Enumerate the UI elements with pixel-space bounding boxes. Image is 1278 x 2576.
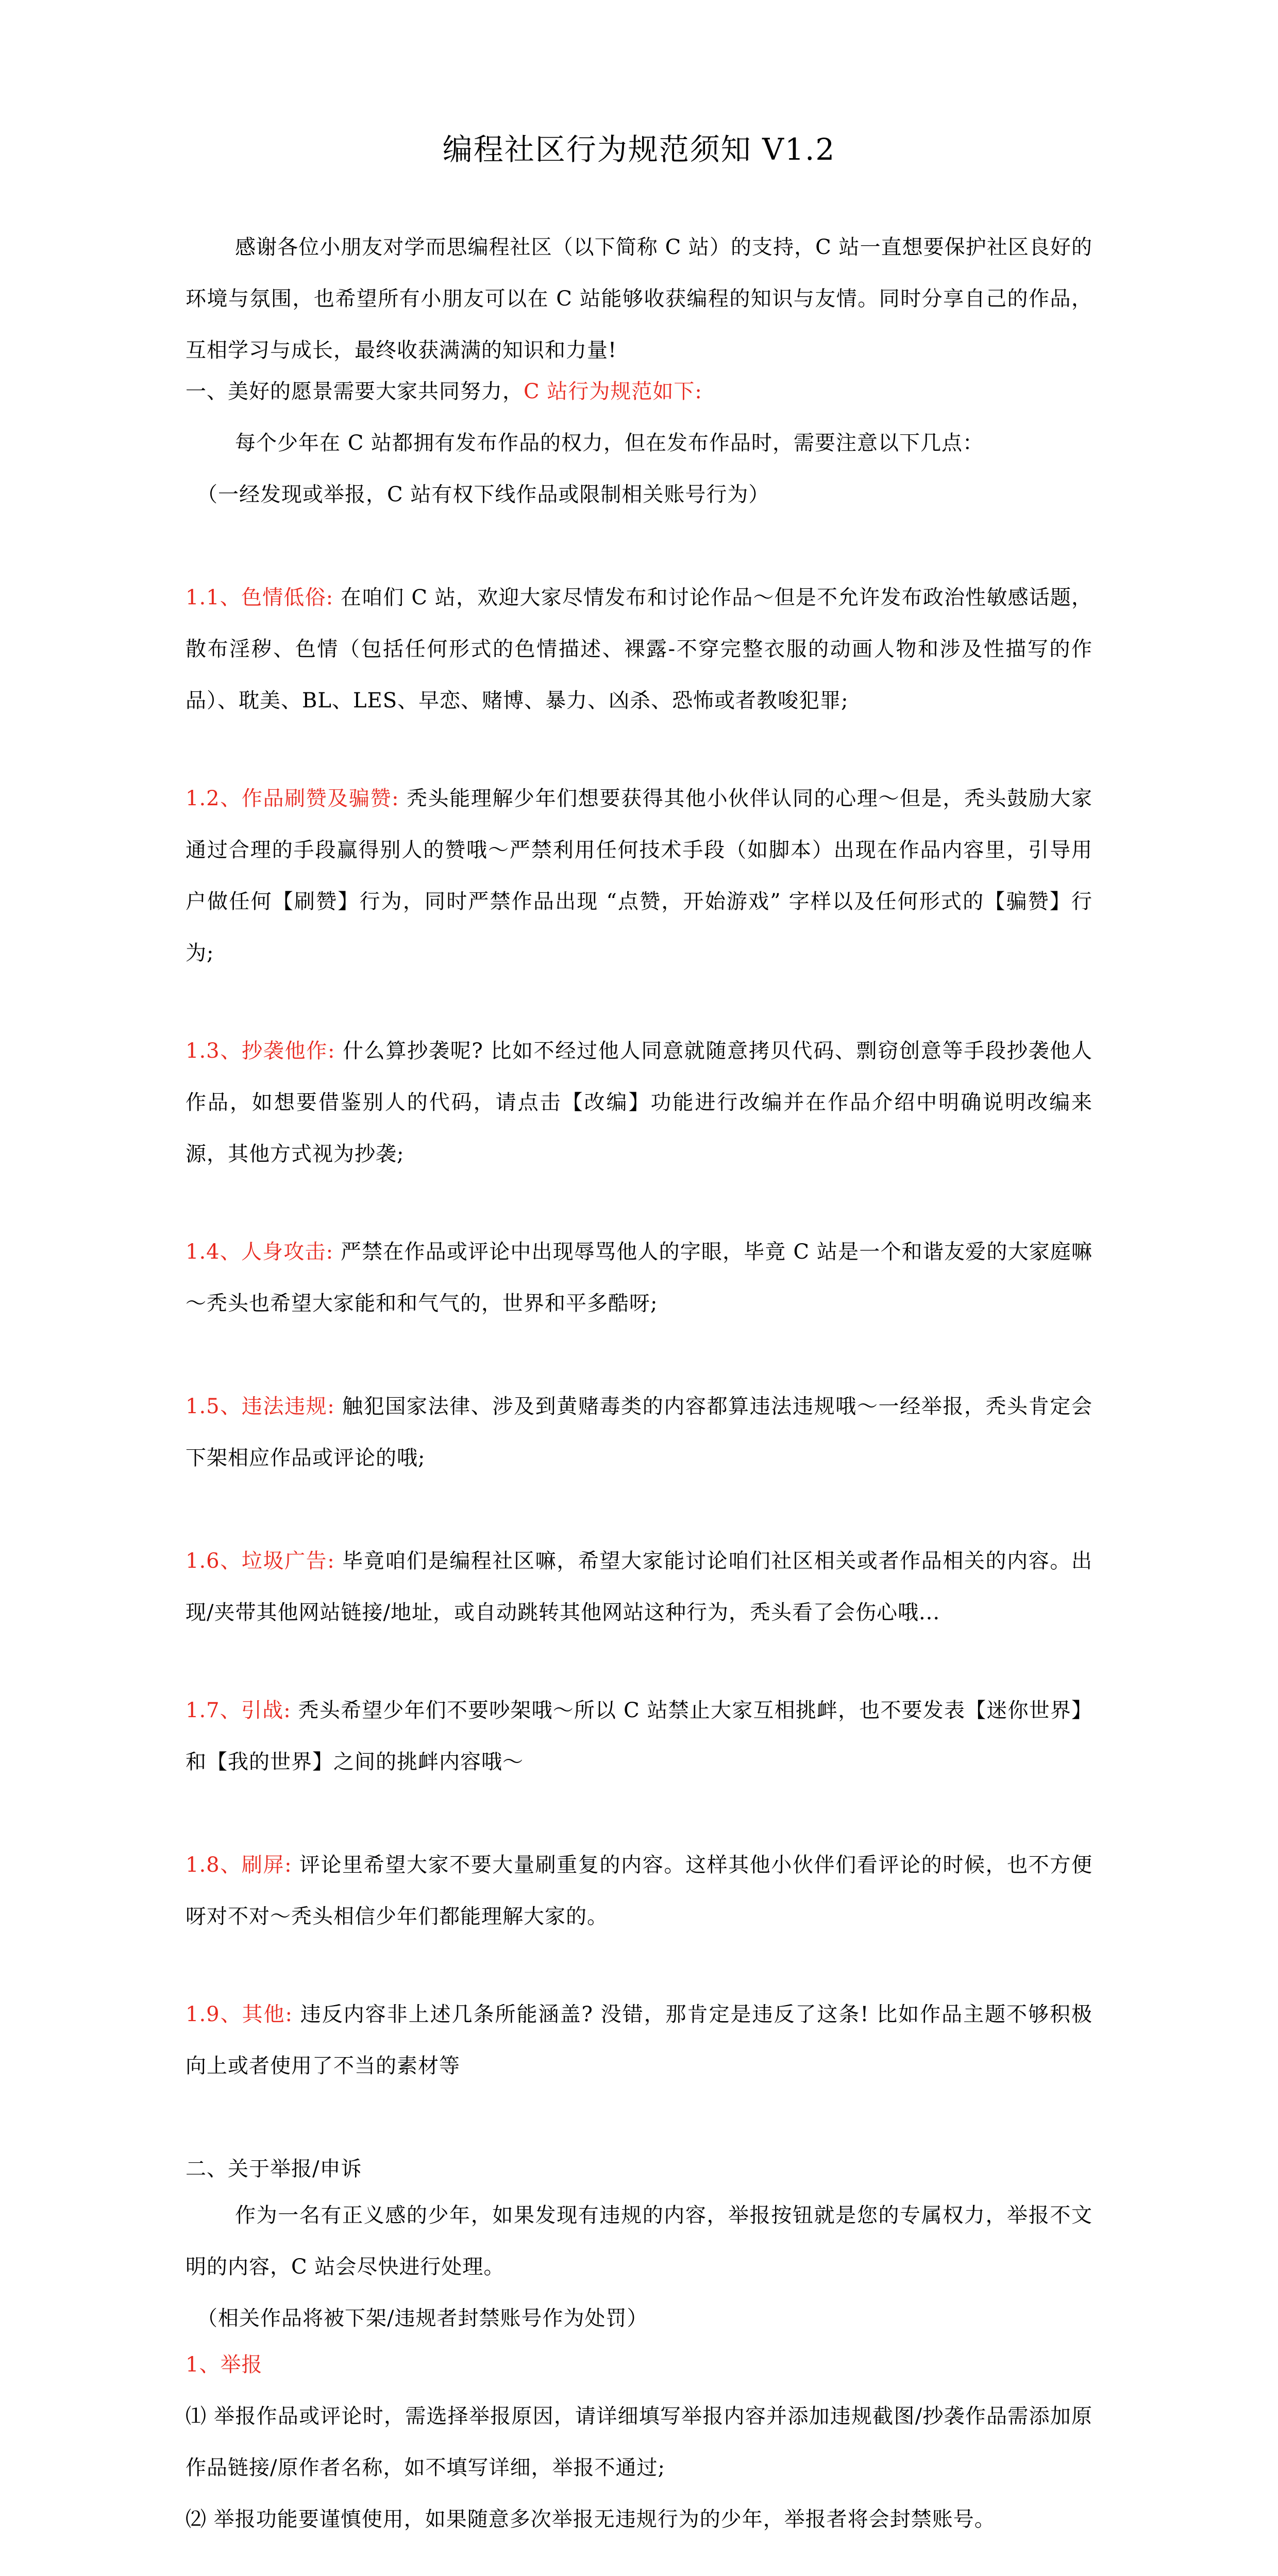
section1-heading-red: C 站行为规范如下: [524, 380, 702, 403]
rule-text: 严禁在作品或评论中出现辱骂他人的字眼，毕竟 C 站是一个和谐友爱的大家庭嘛～秃头也希望大家能和和气气的，世界和平多酷呀; [186, 1240, 1093, 1315]
rule-text: 毕竟咱们是编程社区嘛，希望大家能讨论咱们社区相关或者作品相关的内容。出现/夹带其他网站链接/地址，或自动跳转其他网站这种行为，秃头看了会伤心哦... [186, 1549, 1093, 1624]
report-heading: 1、举报 [186, 2353, 263, 2377]
section1-heading [186, 366, 1092, 417]
rule-label: 1.1、色情低俗: [186, 586, 334, 609]
rule-label: 1.8、刷屏: [186, 1853, 292, 1877]
rule-label: 1.2、作品刷赞及骗赞: [186, 787, 399, 810]
rule-item [186, 773, 1092, 979]
report-item: ⑵ 举报功能要谨慎使用，如果随意多次举报无违规行为的少年，举报者将会封禁账号。 [186, 2507, 996, 2531]
section1-lead: 每个少年在 C 站都拥有发布作品的权力，但在发布作品时，需要注意以下几点： [235, 431, 984, 455]
rule-item [186, 1535, 1092, 1638]
rule-item [186, 1685, 1092, 1788]
section2-heading: 二、关于举报/申诉 [186, 2157, 362, 2181]
section2-lead: 作为一名有正义感的少年，如果发现有违规的内容，举报按钮就是您的专属权力，举报不文明的内容，C 站会尽快进行处理。 [186, 2204, 1092, 2279]
report-item: ⑴ 举报作品或评论时，需选择举报原因，请详细填写举报内容并添加违规截图/抄袭作品需添加原作品链接/原作者名称，如不填写详细，举报不通过; [186, 2404, 1092, 2480]
rule-item [186, 1226, 1092, 1329]
rule-text: 秃头希望少年们不要吵架哦～所以 C 站禁止大家互相挑衅，也不要发表【迷你世界】和【我的世界】之间的挑衅内容哦～ [186, 1699, 1092, 1774]
rule-label: 1.4、人身攻击: [186, 1240, 334, 1264]
rule-text: 评论里希望大家不要大量刷重复的内容。这样其他小伙伴们看评论的时候，也不方便呀对不对～秃头相信少年们都能理解大家的。 [186, 1853, 1093, 1928]
rule-label: 1.5、违法违规: [186, 1395, 335, 1418]
rule-label: 1.3、抄袭他作: [186, 1039, 335, 1063]
section2-note: （相关作品将被下架/违规者封禁账号作为处罚） [197, 2307, 648, 2330]
rule-text: 触犯国家法律、涉及到黄赌毒类的内容都算违法违规哦～一经举报，秃头肯定会下架相应作品或评论的哦; [186, 1395, 1093, 1470]
rule-item [186, 1839, 1092, 1942]
page-title: 编程社区行为规范须知 V1.2 [442, 132, 836, 167]
rule-item [186, 1989, 1092, 2092]
rule-text: 违反内容非上述几条所能涵盖? 没错，那肯定是违反了这条! 比如作品主题不够积极向上或者使用了不当的素材等 [186, 2003, 1092, 2078]
rule-text: 什么算抄袭呢? 比如不经过他人同意就随意拷贝代码、剽窃创意等手段抄袭他人作品，如想要借鉴别人的代码，请点击【改编】功能进行改编并在作品介绍中明确说明改编来源，其他方式视为抄袭; [186, 1039, 1092, 1166]
section1-heading-text: 一、美好的愿景需要大家共同努力， [186, 380, 524, 403]
rule-label: 1.9、其他: [186, 2003, 293, 2026]
rule-item [186, 572, 1092, 726]
rule-text: 在咱们 C 站，欢迎大家尽情发布和讨论作品～但是不允许发布政治性敏感话题，散布淫秽、色情（包括任何形式的色情描述、裸露-不穿完整衣服的动画人物和涉及性描写的作品）、耽美、BL、LES、早恋、赌博、暴力、凶杀、恐怖或者教唆犯罪; [186, 586, 1093, 713]
rule-item [186, 1025, 1092, 1180]
rule-label: 1.7、引战: [186, 1699, 291, 1722]
rule-label: 1.6、垃圾广告: [186, 1549, 335, 1573]
section1-note: （一经发现或举报，C 站有权下线作品或限制相关账号行为） [197, 483, 770, 506]
intro-paragraph: 感谢各位小朋友对学而思编程社区（以下简称 C 站）的支持，C 站一直想要保护社区良好的环境与氛围，也希望所有小朋友可以在 C 站能够收获编程的知识与友情。同时分享自己的作品，互相学习与成长，最终收获满满的知识和力量! [186, 235, 1092, 362]
rule-text: 秃头能理解少年们想要获得其他小伙伴认同的心理～但是，秃头鼓励大家通过合理的手段赢得别人的赞哦～严禁利用任何技术手段（如脚本）出现在作品内容里，引导用户做任何【刷赞】行为，同时严禁作品出现 “点赞，开始游戏” 字样以及任何形式的【骗赞】行为; [186, 787, 1093, 965]
rule-item [186, 1381, 1092, 1484]
